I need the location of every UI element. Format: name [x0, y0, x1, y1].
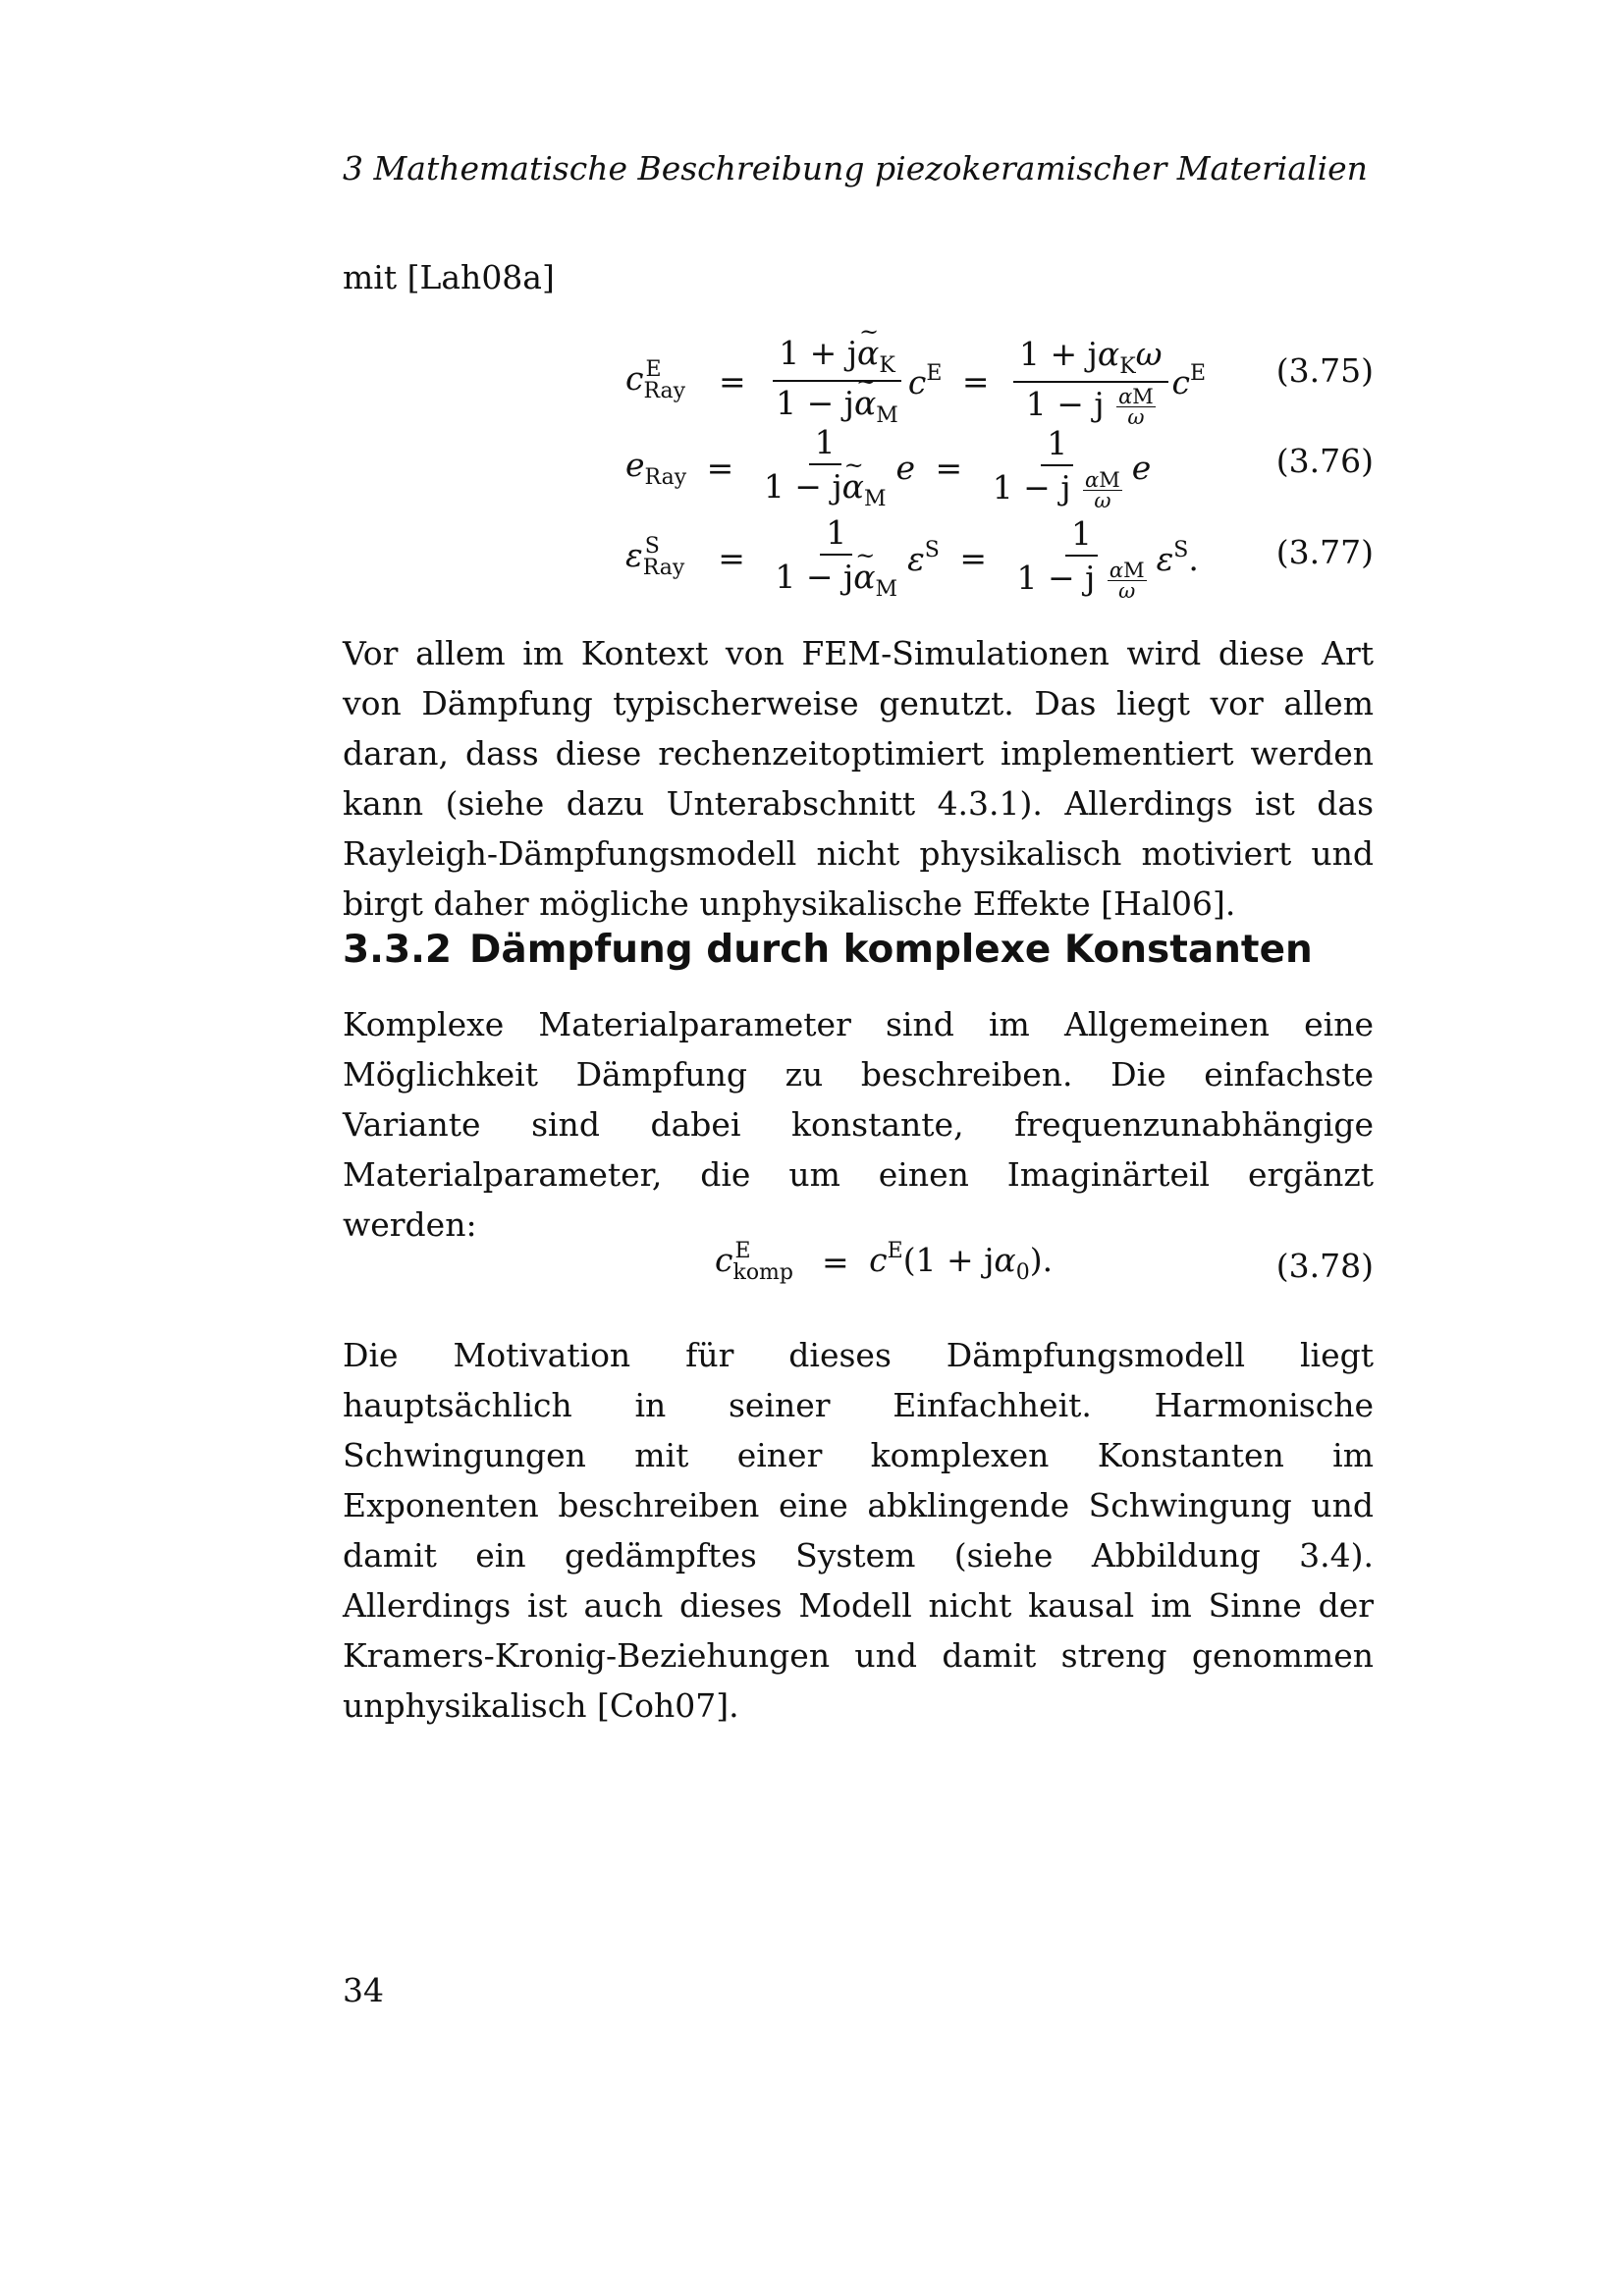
equation-3-78: c E komp = $c^E(1 + j\alpha_0)$.	[715, 1238, 1054, 1285]
equation-number: (3.75)	[1275, 351, 1374, 390]
equation-3-76: $e_{Ray}$ = $\frac{1}{1 - j\sim \alpha_M}$ e = 1 1 − j $\frac{\alpha M}{\omega}$ e	[625, 423, 1151, 511]
running-head: 3 Mathematische Beschreibung piezokeramischer Materialien	[343, 149, 1368, 187]
equation-3-75: c E Ray = $\frac{1 + j\sim \alpha_K}{1 - j\sim \alpha_M}$ $c^E$ = $1 + j\alpha_K\omega$ 1 − j $\frac{\alpha M}{\omega}$ $c^E$	[625, 334, 1206, 428]
section-heading	[343, 928, 1313, 972]
equation-3-77: ε S Ray = $\frac{1}{1 - j\sim \alpha_M}$ $\varepsilon^S$ = 1 1 − j $\frac{\alpha M}{\omega}$ $\varepsilon^S$.	[625, 513, 1199, 602]
intro-line: mit [Lah08a]	[343, 258, 555, 296]
paragraph: Die Motivation für dieses Dämpfungsmodell liegt hauptsächlich in seiner Einfachheit. Harmonische Schwingungen mit einer komplexen Konstanten im Exponenten beschreiben eine abklingende Schwingung und damit ein gedämpftes System (siehe Abbildung 3.4). Allerdings ist auch dieses Modell nicht kausal im Sinne der Kramers-Kronig-Beziehungen und damit streng genommen unphysikalisch [Coh07].	[343, 1336, 1374, 1725]
paragraph: Vor allem im Kontext von FEM-Simulationen wird diese Art von Dämpfung typischerweise genutzt. Das liegt vor allem daran, dass diese rechenzeitoptimiert implementiert werden kann (siehe dazu Unterabschnitt 4.3.1). Allerdings ist das Rayleigh-Dämpfungsmodell nicht physikalisch motiviert und birgt daher mögliche unphysikalische Effekte [Hal06].	[343, 634, 1374, 923]
section-number: 3.3.2	[343, 928, 453, 972]
equation-number: (3.76)	[1275, 442, 1374, 480]
equation-number: (3.77)	[1275, 533, 1374, 571]
equation-number: (3.78)	[1275, 1247, 1374, 1285]
paragraph: Komplexe Materialparameter sind im Allgemeinen eine Möglichkeit Dämpfung zu beschreiben. Die einfachste Variante sind dabei konstante, frequenzunabhängige Materialparameter, die um einen Imaginärteil ergänzt werden:	[343, 1005, 1374, 1244]
section-title-text: Dämpfung durch komplexe Konstanten	[469, 928, 1313, 972]
page-number: 34	[343, 1971, 384, 2009]
